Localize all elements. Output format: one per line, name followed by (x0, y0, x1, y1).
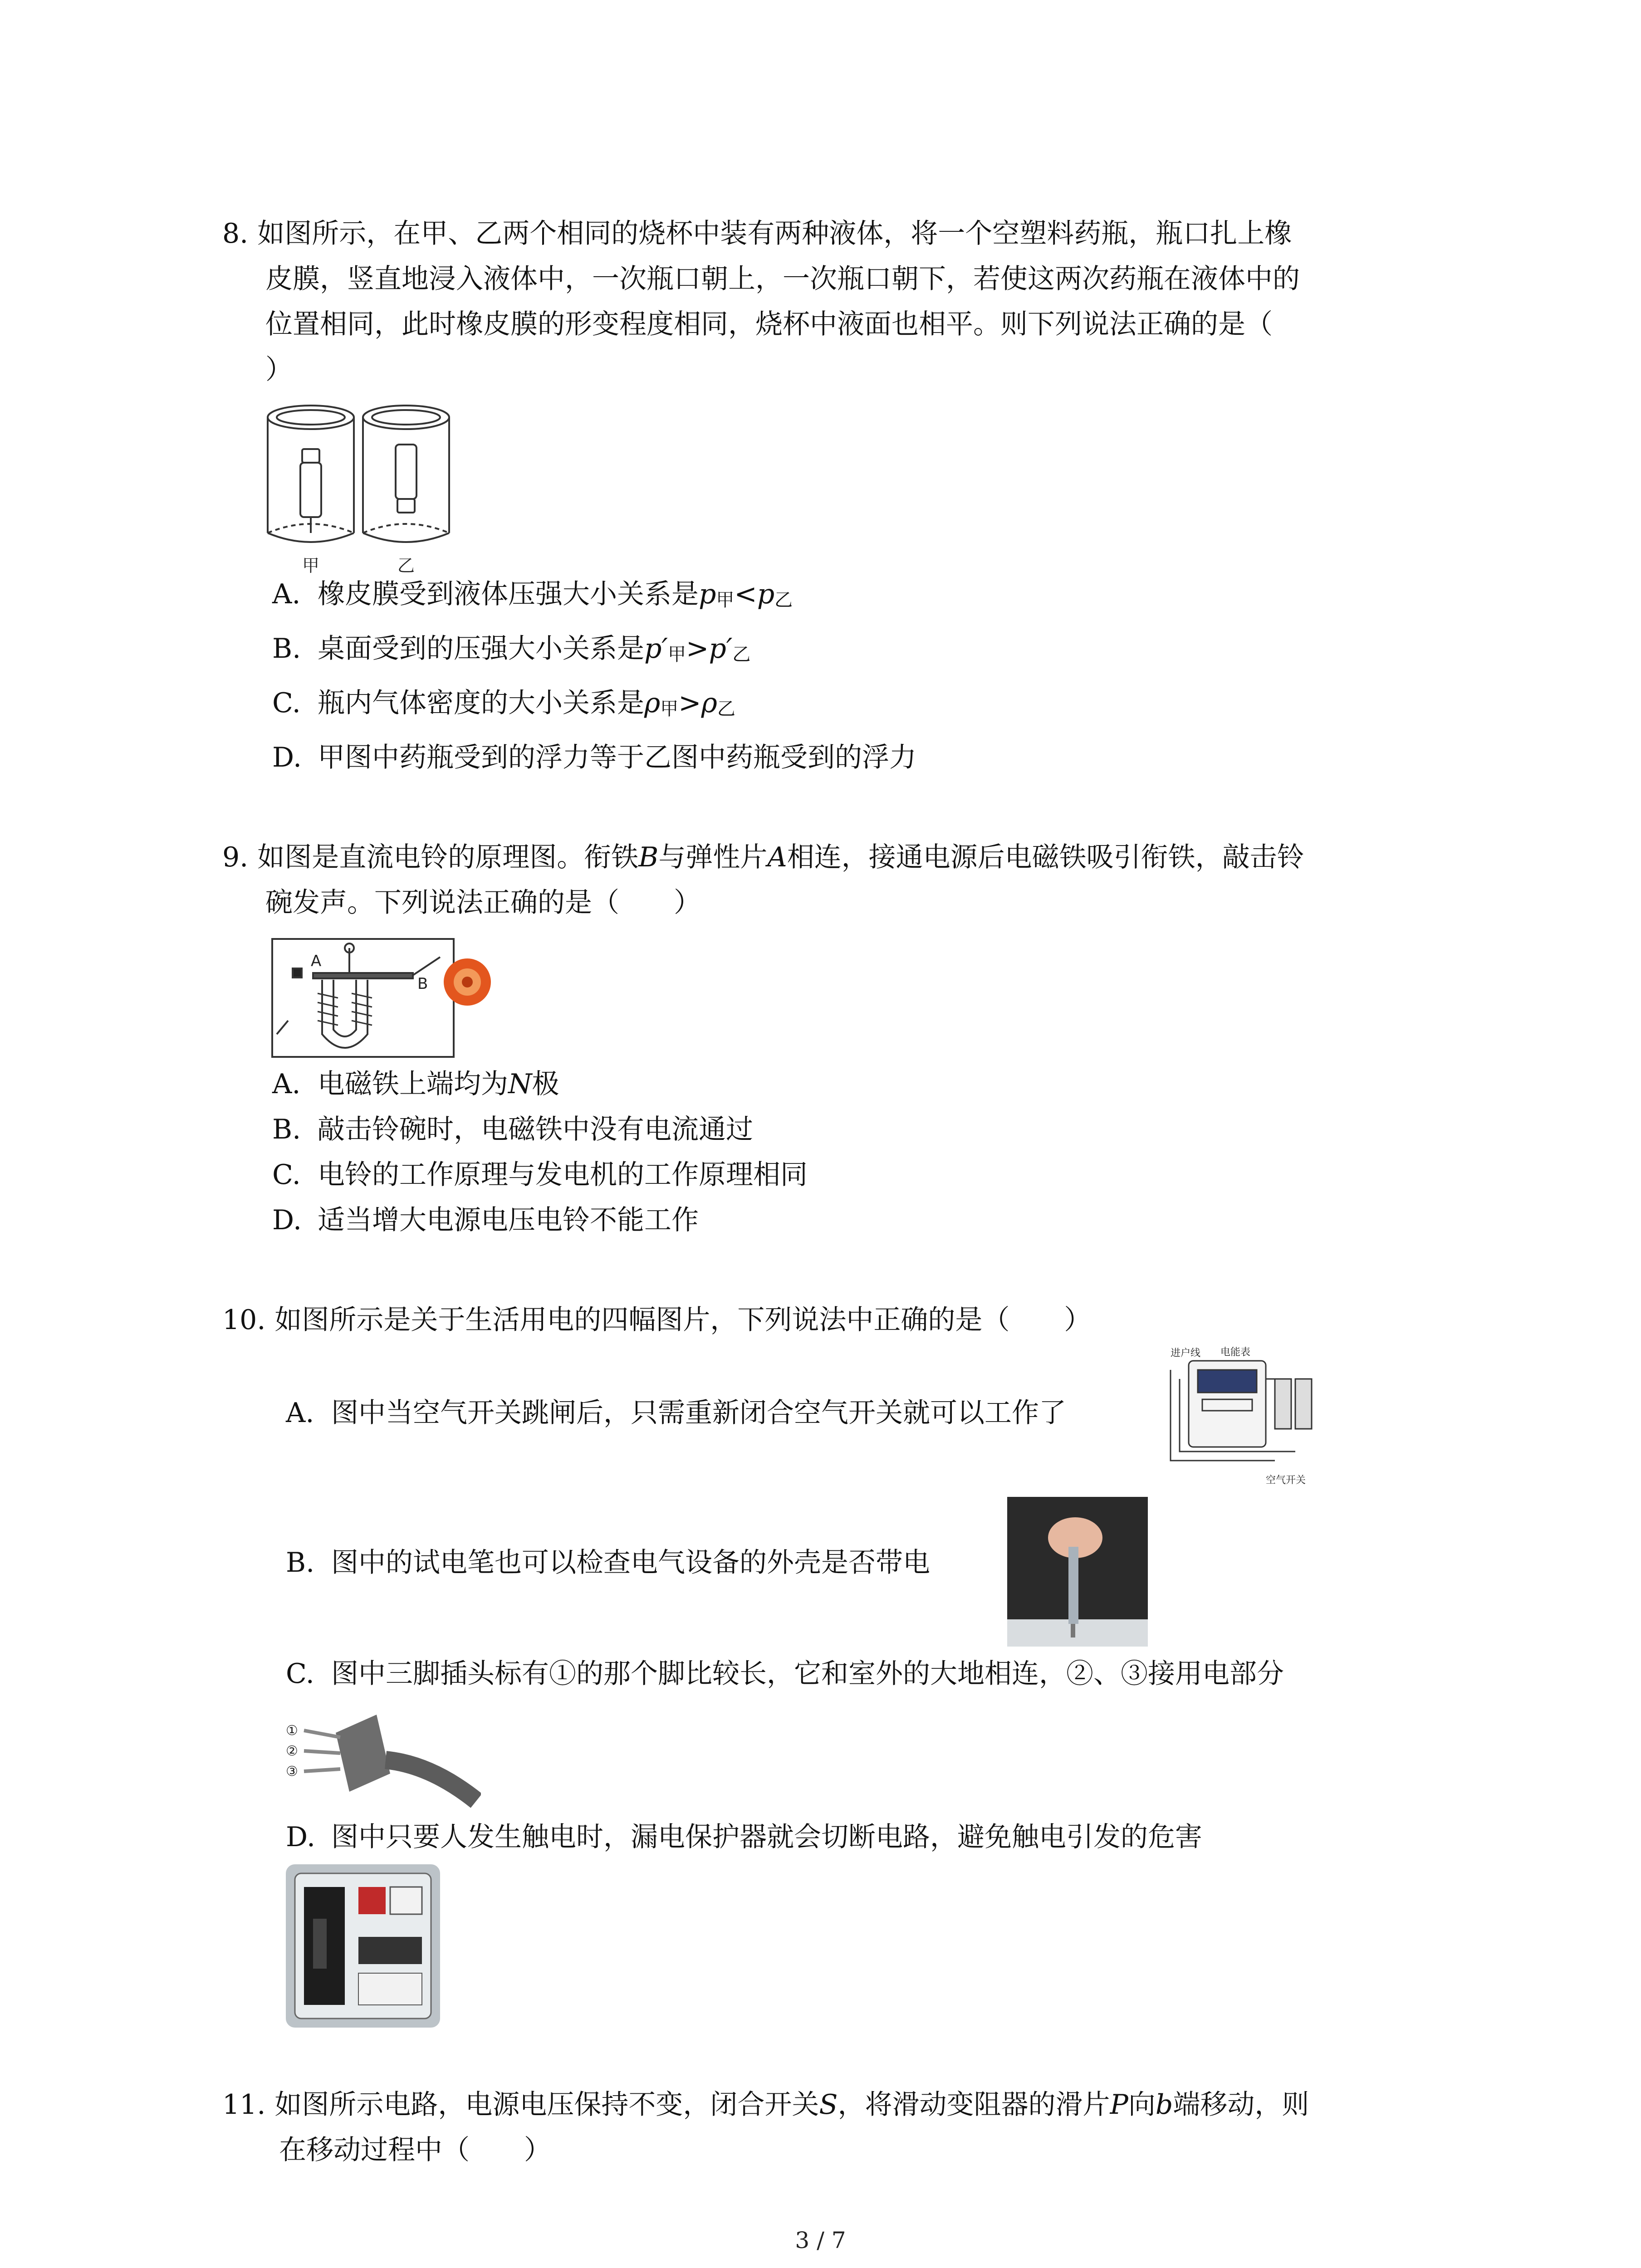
plug-label-2: ② (286, 1743, 298, 1759)
page-number: 3 / 7 (795, 2227, 846, 2253)
q9-option-c: C. 电铃的工作原理与发电机的工作原理相同 (272, 1159, 808, 1191)
energy-meter-figure (1161, 1343, 1325, 1492)
fig-label-B: B (417, 975, 428, 993)
q11-line1: 11. 如图所示电路，电源电压保持不变，闭合开关S，将滑动变阻器的滑片P向b端移动，则 (222, 2089, 1309, 2121)
meter-label-switch: 空气开关 (1266, 1475, 1306, 1486)
q8-stem-line2: 皮膜，竖直地浸入液体中，一次瓶口朝上，一次瓶口朝下，若使这两次药瓶在液体中的 (265, 263, 1300, 295)
q8-option-c: C. 瓶内气体密度的大小关系是$\rho_甲>\rho_乙$ (272, 687, 735, 719)
q10-option-b: B. 图中的试电笔也可以检查电气设备的外壳是否带电 (286, 1547, 930, 1579)
q9-option-b: B. 敲击铃碗时，电磁铁中没有电流通过 (272, 1114, 753, 1145)
q9-option-d: D. 适当增大电源电压电铃不能工作 (272, 1204, 699, 1236)
fig-label-A: A (311, 952, 322, 970)
q8-stem-line1: 8. 如图所示，在甲、乙两个相同的烧杯中装有两种液体，将一个空塑料药瓶，瓶口扎上橡 (222, 218, 1292, 249)
q9-option-a: A. 电磁铁上端均为N极 (272, 1068, 559, 1100)
q8-stem-line4: ） (265, 354, 293, 386)
q8-option-a: A. 橡皮膜受到液体压强大小关系是$p_甲<p_乙$ (272, 578, 793, 611)
q11-line2: 在移动过程中（ ） (279, 2134, 551, 2166)
plug-label-1: ① (286, 1723, 298, 1739)
q10-option-c: C. 图中三脚插头标有①的那个脚比较长，它和室外的大地相连，②、③接用电部分 (286, 1658, 1284, 1690)
plug-label-3: ③ (286, 1764, 298, 1779)
meter-label-in: 进户线 (1171, 1348, 1201, 1359)
q10-option-d: D. 图中只要人发生触电时，漏电保护器就会切断电路，避免触电引发的危害 (286, 1821, 1202, 1853)
three-pin-plug-figure (286, 1706, 481, 1810)
q10-stem: 10. 如图所示是关于生活用电的四幅图片，下列说法中正确的是（ ） (222, 1304, 1092, 1336)
beakers-figure (263, 399, 454, 581)
q9-stem-line1: 9. 如图是直流电铃的原理图。衔铁B与弹性片A相连，接通电源后电磁铁吸引衔铁，敲击铃 (222, 841, 1304, 873)
q10-option-a: A. 图中当空气开关跳闸后，只需重新闭合空气开关就可以工作了 (286, 1397, 1066, 1429)
q9-stem-line2: 碗发声。下列说法正确的是（ ） (265, 887, 701, 919)
q8-option-d: D. 甲图中药瓶受到的浮力等于乙图中药瓶受到的浮力 (272, 742, 916, 773)
leakage-protector-photo (286, 1864, 440, 2028)
electric-bell-figure (268, 930, 495, 1066)
meter-label-meter: 电能表 (1220, 1347, 1251, 1358)
q8-option-b: B. 桌面受到的压强大小关系是$p'_甲>p'_乙$ (272, 633, 751, 665)
fig-label-jia: 甲 (302, 556, 320, 576)
q8-stem-line3: 位置相同，此时橡皮膜的形变程度相同，烧杯中液面也相平。则下列说法正确的是（ (265, 308, 1273, 340)
fig-label-yi: 乙 (397, 556, 415, 576)
test-pen-photo (1007, 1497, 1148, 1647)
